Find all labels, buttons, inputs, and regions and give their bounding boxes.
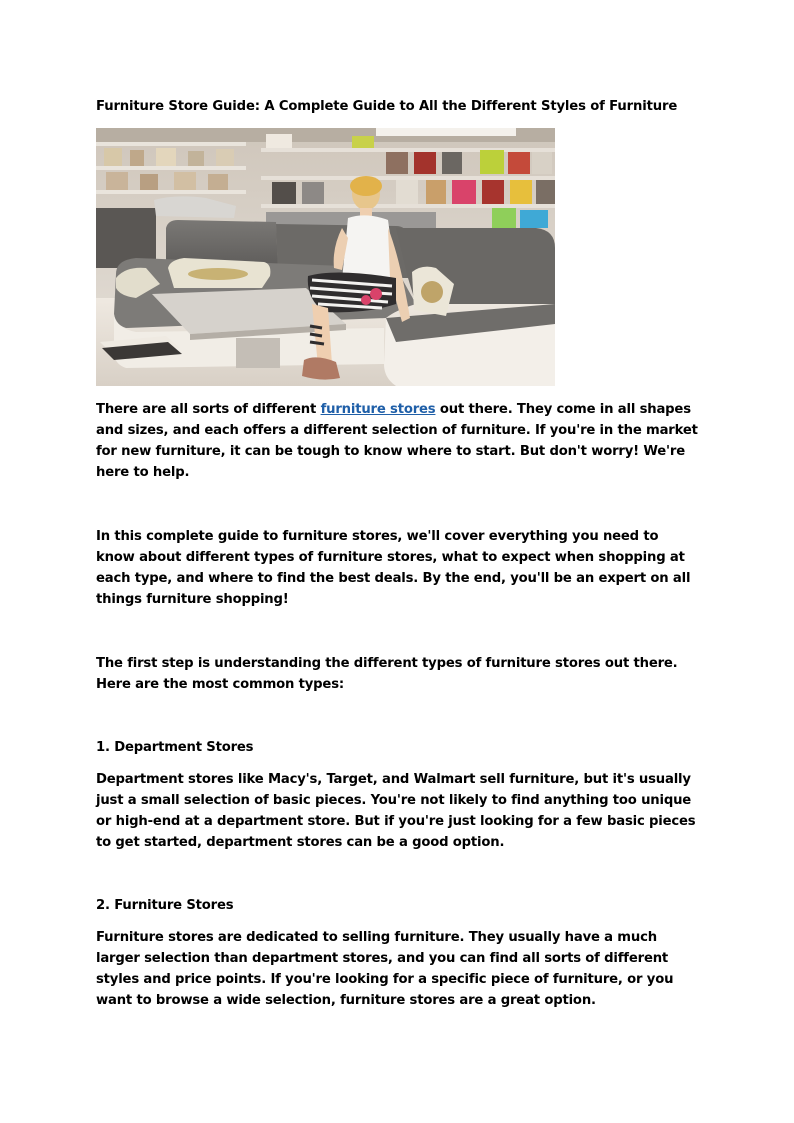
furniture-stores-link[interactable]: furniture stores	[320, 402, 436, 417]
furniture-store-photo	[96, 128, 555, 386]
store-types-intro-paragraph: The first step is understanding the different types of furniture stores out there. Here are the most common types:	[96, 656, 678, 692]
section-heading-furniture-stores: 2. Furniture Stores	[96, 898, 234, 913]
intro-paragraph	[96, 399, 700, 483]
section-body-furniture-stores: Furniture stores are dedicated to selling furniture. They usually have a much larger selection than department stores, and you can find all sorts of different styles and price points. If you're looking for a specific piece of furniture, or you want to browse a wide selection, furniture stores are a great option.	[96, 930, 674, 1008]
document-page	[96, 97, 700, 1011]
intro-text-after-link: out there. They come in all shapes and sizes, and each offers a different selection of furniture. If you're in the market for new furniture, it can be tough to know where to start. But don't worry! We're here to help.	[96, 402, 698, 480]
photo-illustration	[96, 128, 555, 386]
guide-overview-paragraph: In this complete guide to furniture stores, we'll cover everything you need to know about different types of furniture stores, what to expect when shopping at each type, and where to find the best deals. By the end, you'll be an expert on all things furniture shopping!	[96, 529, 691, 607]
intro-text-before-link: There are all sorts of different	[96, 402, 321, 417]
document-title: Furniture Store Guide: A Complete Guide to All the Different Styles of Furniture	[96, 99, 678, 114]
section-body-department-stores: Department stores like Macy's, Target, and Walmart sell furniture, but it's usually just a small selection of basic pieces. You're not likely to find anything too unique or high-end at a department store. But if you're just looking for a few basic pieces to get started, department stores can be a good option.	[96, 772, 696, 850]
section-heading-department-stores: 1. Department Stores	[96, 740, 254, 755]
